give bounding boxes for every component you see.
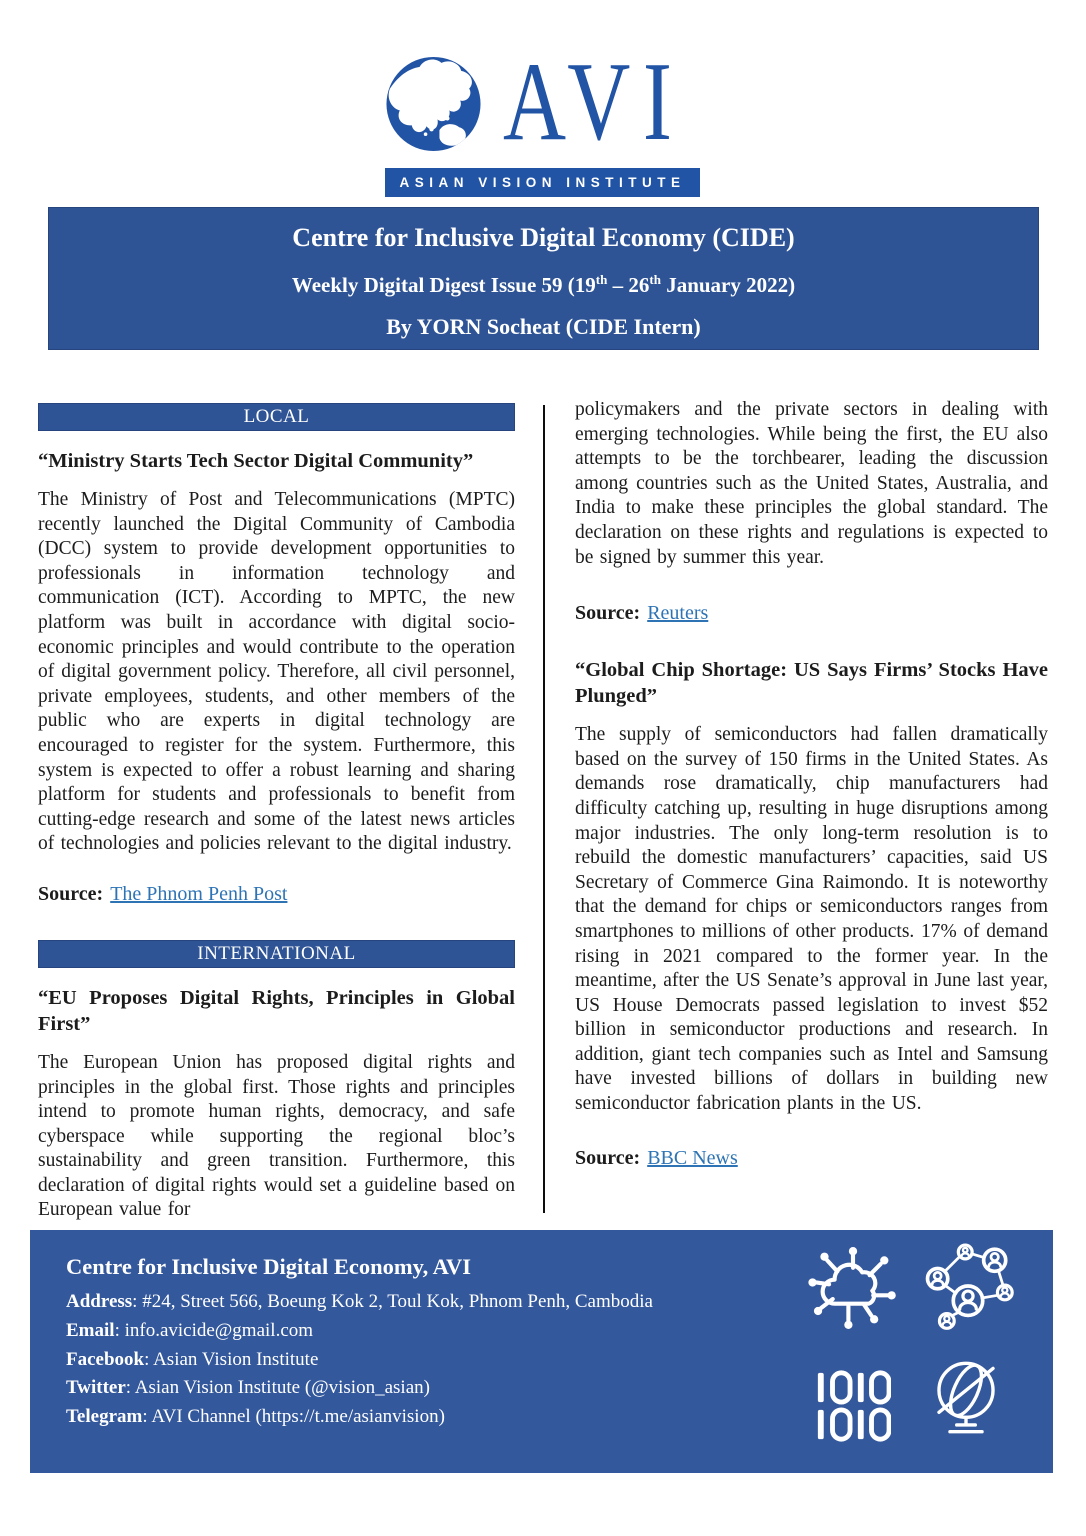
article-title-chip: “Global Chip Shortage: US Says Firms’ Stocks Have Plunged” [575,659,1048,708]
avi-globe-logo [384,50,483,158]
article-body-ministry: The Ministry of Post and Telecommunications (MPTC) recently launched the Digital Community of Cambodia (DCC) system to provide development opportunities to professionals in information technology and communication (ICT). According to MPTC, the new platform was built in accordance with digital socio-economic principles and would contribute to the operation of digital government policy. Therefore, all civil personnel, private employees, students, and other members of the public who are experts in digital technology are encouraged to register for the system. Furthermore, this system is expected to offer a robust learning and sharing platform for students and professionals to benefit from cutting-edge research and some of the latest news articles of technologies and policies relevant to the digital industry. [38,489,515,855]
footer-title: Centre for Inclusive Digital Economy, AVI [66,1254,472,1279]
masthead-byline: By YORN Socheat (CIDE Intern) [386,314,701,339]
masthead-issue: Weekly Digital Digest Issue 59 (19th – 26th January 2022) [291,272,796,297]
source-label: Source: [575,1146,641,1169]
article-title-ministry: “Ministry Starts Tech Sector Digital Community” [38,450,474,472]
contact-facebook: Facebook: Asian Vision Institute [66,1348,319,1370]
cloud-network-icon [806,1242,900,1334]
article-title-eu: “EU Proposes Digital Rights, Principles in Global First” [38,986,515,1035]
contact-telegram: Telegram: AVI Channel (https://t.me/asianvision) [66,1406,445,1428]
avi-logo-acronym: AVI [503,40,685,164]
article-body-eu-right: policymakers and the private sectors in dealing with emerging technologies. While being the first, the EU also attempts to be the torchbearer, leading the discussion among countries such as the United States, Australia, and India to make these principles the global standard. The declaration on these rights and regulations is expected to be signed by summer this year. [575,399,1048,568]
left-column [38,403,515,1223]
source-label: Source: [38,882,104,905]
source-link-bbc-news[interactable]: BBC News [647,1146,738,1169]
people-network-icon [921,1240,1015,1332]
source-link-reuters[interactable]: Reuters [647,602,709,625]
article-body-eu-left: The European Union has proposed digital rights and principles in the global first. Those rights and principles intend to promote human rights, democracy, and safe cyberspace while supporting the regional bloc’s sustainability and green transition. Furthermore, this declaration of digital rights would set a guideline based on European value for [38,1051,515,1221]
globe-stand-icon [928,1350,1004,1456]
source-line-ministry [38,883,515,906]
section-header-local: LOCAL [38,403,515,431]
masthead-title: Centre for Inclusive Digital Economy (CIDE) [292,223,795,252]
binary-code-icon [813,1366,891,1446]
footer-contact-box [30,1230,1053,1473]
source-line-chip [575,1147,1048,1170]
contact-twitter: Twitter: Asian Vision Institute (@vision_asian) [66,1377,430,1399]
masthead-bar [48,207,1039,350]
contact-email: Email: info.avicide@gmail.com [66,1319,314,1341]
source-label: Source: [575,602,641,625]
source-line-eu [575,602,1048,625]
source-link-phnom-penh-post[interactable]: The Phnom Penh Post [110,882,288,905]
contact-address: Address: #24, Street 566, Boeung Kok 2, Toul Kok, Phnom Penh, Cambodia [66,1291,653,1312]
article-body-chip: The supply of semiconductors had fallen dramatically based on the survey of 150 firms in the United States. As demands rose dramatically, chip manufacturers had difficulty catching up, resulting in huge disruptions among major industries. The only long-term resolution is to rebuild the domestic manufacturers’ capacities, said US Secretary of Commerce Gina Raimondo. It is noteworthy that the demand for chips or semiconductors ranges from smartphones to millions of other products. 17% of demand rising in 2021 compared to the former year. In the meantime, after the US Senate’s approval in June last year, US House Democrats passed legislation to invest $52 billion in semiconductor productions and research. In addition, giant tech companies such as Intel and Samsung have invested billions of dollars in building new semiconductor fabrication plants in the US. [575,724,1048,1115]
right-column [575,398,1048,1170]
section-header-international: INTERNATIONAL [38,940,515,968]
column-divider [543,405,545,1213]
avi-logo-banner: ASIAN VISION INSTITUTE [385,168,700,197]
